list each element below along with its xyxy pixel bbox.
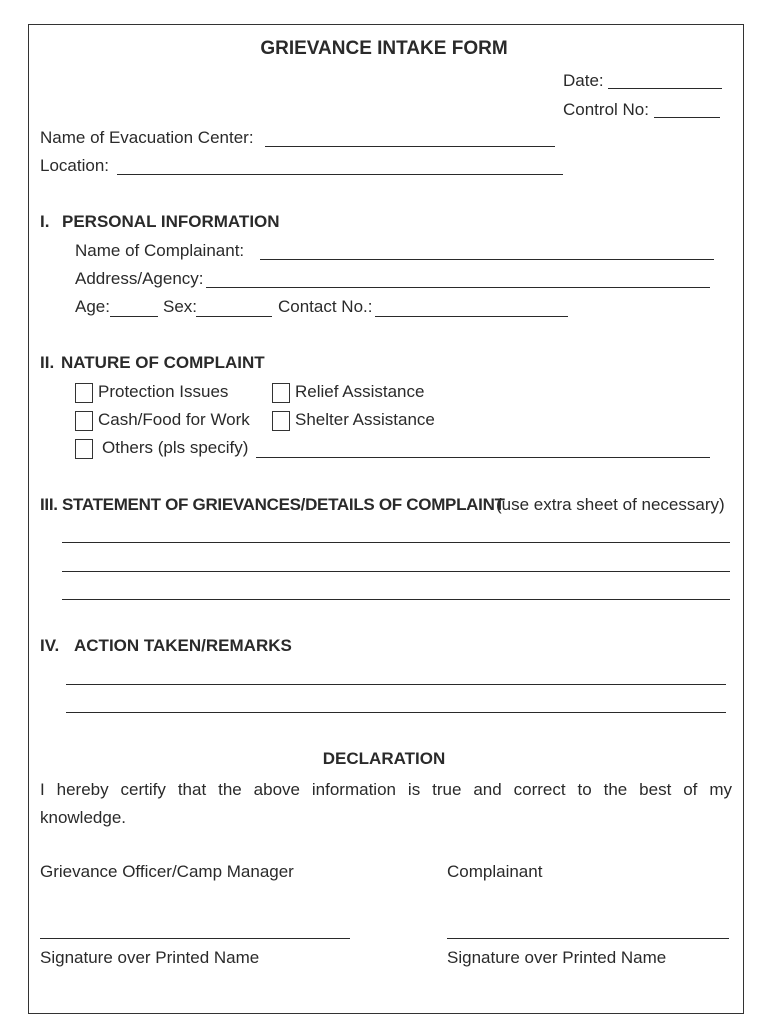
evacuation-center-field[interactable] xyxy=(265,146,555,147)
protection-issues-label: Protection Issues xyxy=(98,382,229,401)
others-specify-field[interactable] xyxy=(256,457,710,458)
cash-food-work-checkbox[interactable] xyxy=(75,411,93,431)
complainant-signature-caption: Signature over Printed Name xyxy=(447,948,667,967)
action-line-1[interactable] xyxy=(66,684,726,685)
statement-line-3[interactable] xyxy=(62,599,730,600)
declaration-text: I hereby certify that the above information is true and correct to the best of my knowledge. xyxy=(40,780,732,827)
sex-field[interactable] xyxy=(196,316,272,317)
section3-heading: STATEMENT OF GRIEVANCES/DETAILS OF COMPLAINT xyxy=(62,495,505,514)
others-label: Others (pls specify) xyxy=(102,438,249,457)
control-no-field[interactable] xyxy=(654,117,720,118)
location-field[interactable] xyxy=(117,174,563,175)
complainant-role-label: Complainant xyxy=(447,862,543,881)
declaration-heading: DECLARATION xyxy=(322,749,446,768)
others-checkbox[interactable] xyxy=(75,439,93,459)
section3-number: III. xyxy=(40,495,58,514)
action-line-2[interactable] xyxy=(66,712,726,713)
relief-assistance-label: Relief Assistance xyxy=(295,382,425,401)
contact-label: Contact No.: xyxy=(278,297,373,316)
section1-number: I. xyxy=(40,212,50,231)
contact-field[interactable] xyxy=(375,316,568,317)
shelter-assistance-checkbox[interactable] xyxy=(272,411,290,431)
age-field[interactable] xyxy=(110,316,158,317)
officer-signature-caption: Signature over Printed Name xyxy=(40,948,260,967)
complainant-label: Name of Complainant: xyxy=(75,241,245,260)
cash-food-work-label: Cash/Food for Work xyxy=(98,410,250,429)
control-no-label: Control No: xyxy=(563,100,649,119)
section2-number: II. xyxy=(40,353,55,372)
complainant-signature-line[interactable] xyxy=(447,938,729,939)
section3-note: (use extra sheet of necessary) xyxy=(496,495,725,514)
date-field[interactable] xyxy=(608,88,722,89)
relief-assistance-checkbox[interactable] xyxy=(272,383,290,403)
age-label: Age: xyxy=(75,297,110,316)
sex-label: Sex: xyxy=(163,297,198,316)
section4-number: IV. xyxy=(40,636,60,655)
address-label: Address/Agency: xyxy=(75,269,204,288)
statement-line-2[interactable] xyxy=(62,571,730,572)
protection-issues-checkbox[interactable] xyxy=(75,383,93,403)
statement-line-1[interactable] xyxy=(62,542,730,543)
date-label: Date: xyxy=(563,71,604,90)
evacuation-center-label: Name of Evacuation Center: xyxy=(40,128,254,147)
section4-heading: ACTION TAKEN/REMARKS xyxy=(74,636,292,655)
form-title: GRIEVANCE INTAKE FORM xyxy=(260,38,508,59)
location-label: Location: xyxy=(40,156,109,175)
officer-role-label: Grievance Officer/Camp Manager xyxy=(40,862,294,881)
address-field[interactable] xyxy=(206,287,710,288)
officer-signature-line[interactable] xyxy=(40,938,350,939)
shelter-assistance-label: Shelter Assistance xyxy=(295,410,435,429)
section2-heading: NATURE OF COMPLAINT xyxy=(61,353,265,372)
complainant-field[interactable] xyxy=(260,259,714,260)
section1-heading: PERSONAL INFORMATION xyxy=(62,212,280,231)
